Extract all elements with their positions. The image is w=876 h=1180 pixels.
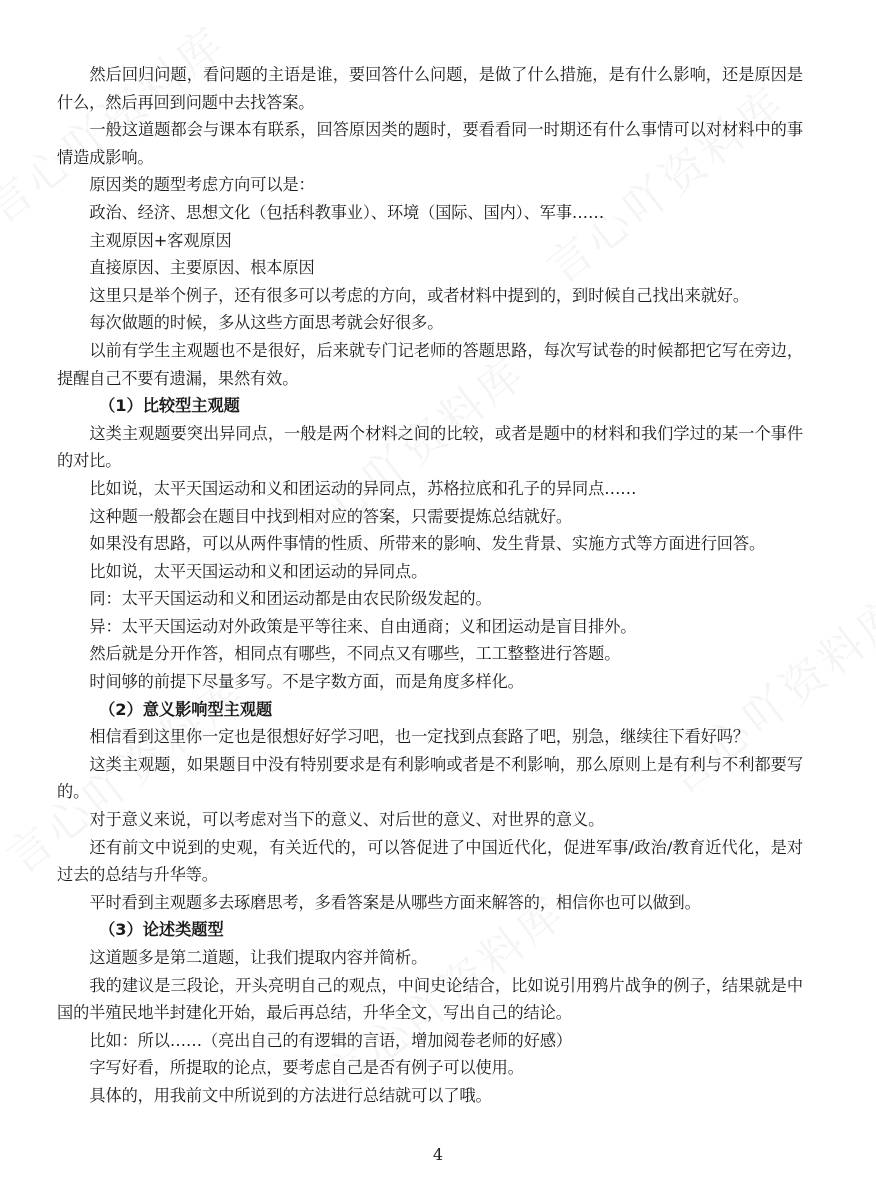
- paragraph: 字写好看，所提取的论点，要考虑自己是否有例子可以使用。: [89, 1058, 524, 1078]
- paragraph: 同：太平天国运动和义和团运动都是由农民阶级发起的。: [89, 589, 492, 609]
- paragraph: 一般这道题都会与课本有联系，回答原因类的题时，要看看同一时期还有什么事情可以对材料中的事情造成影响。: [57, 120, 803, 167]
- paragraph: 以前有学生主观题也不是很好，后来就专门记老师的答题思路，每次写试卷的时候都把它写在旁边，提醒自己不要有遗漏，果然有效。: [57, 340, 803, 388]
- paragraph: 如果没有思路，可以从两件事情的性质、所带来的影响、发生背景、实施方式等方面进行回答。: [89, 534, 766, 554]
- page-number: 4: [432, 1145, 444, 1164]
- paragraph: 比如：所以……（亮出自己的有逻辑的言语，增加阅卷老师的好感）: [89, 1030, 573, 1050]
- paragraph: 比如说，太平天国运动和义和团运动的异同点，苏格拉底和孔子的异同点……: [89, 478, 637, 498]
- document-body: [57, 61, 803, 1110]
- paragraph: 我的建议是三段论，开头亮明自己的观点，中间史论结合，比如说引用鸦片战争的例子，结果就是中国的半殖民地半封建化开始，最后再总结，升华全文，写出自己的结论。: [57, 975, 803, 1023]
- paragraph: 异：太平天国运动对外政策是平等往来、自由通商；义和团运动是盲目排外。: [89, 616, 637, 636]
- paragraph: 然后就是分开作答，相同点有哪些，不同点又有哪些，工工整整进行答题。: [89, 644, 621, 664]
- paragraph: 政治、经济、思想文化（包括科教事业）、环境（国际、国内）、军事……: [89, 202, 605, 222]
- paragraph: 这里只是举个例子，还有很多可以考虑的方向，或者材料中提到的，到时候自己找出来就好。: [89, 285, 749, 305]
- paragraph: 时间够的前提下尽量多写。不是字数方面，而是角度多样化。: [89, 672, 524, 692]
- paragraph: 这道题多是第二道题，让我们提取内容并简析。: [89, 948, 428, 967]
- section-heading: （1）比较型主观题: [99, 396, 240, 416]
- paragraph: 这种题一般都会在题目中找到相对应的答案，只需要提炼总结就好。: [89, 506, 573, 526]
- paragraph: 这类主观题，如果题目中没有特别要求是有利影响或者是不利影响，那么原则上是有利与不利都要写的。: [57, 754, 803, 802]
- paragraph: 然后回归问题，看问题的主语是谁，要回答什么问题，是做了什么措施，是有什么影响，还是原因是什么，然后再回到问题中去找答案。: [57, 65, 803, 112]
- paragraph: 具体的，用我前文中所说到的方法进行总结就可以了哦。: [89, 1085, 492, 1105]
- paragraph: 每次做题的时候，多从这些方面思考就会好很多。: [89, 313, 444, 333]
- paragraph: 比如说，太平天国运动和义和团运动的异同点。: [89, 561, 428, 581]
- section-heading: （3）论述类题型: [99, 920, 224, 940]
- paragraph: 还有前文中说到的史观，有关近代的，可以答促进了中国近代化，促进军事/政治/教育近代化，是对过去的总结与升华等。: [57, 837, 803, 885]
- paragraph: 这类主观题要突出异同点，一般是两个材料之间的比较，或者是题中的材料和我们学过的某一个事件的对比。: [57, 423, 803, 471]
- paragraph: 原因类的题型考虑方向可以是：: [89, 175, 315, 195]
- paragraph: 平时看到主观题多去琢磨思考，多看答案是从哪些方面来解答的，相信你也可以做到。: [89, 892, 701, 912]
- section-heading: （2）意义影响型主观题: [99, 699, 273, 719]
- paragraph: 直接原因、主要原因、根本原因: [89, 258, 315, 278]
- paragraph: 相信看到这里你一定也是很想好好学习吧，也一定找到点套路了吧，别急，继续往下看好吗？: [89, 727, 749, 747]
- paragraph: 主观原因+客观原因: [89, 230, 232, 250]
- paragraph: 对于意义来说，可以考虑对当下的意义、对后世的意义、对世界的意义。: [89, 810, 605, 830]
